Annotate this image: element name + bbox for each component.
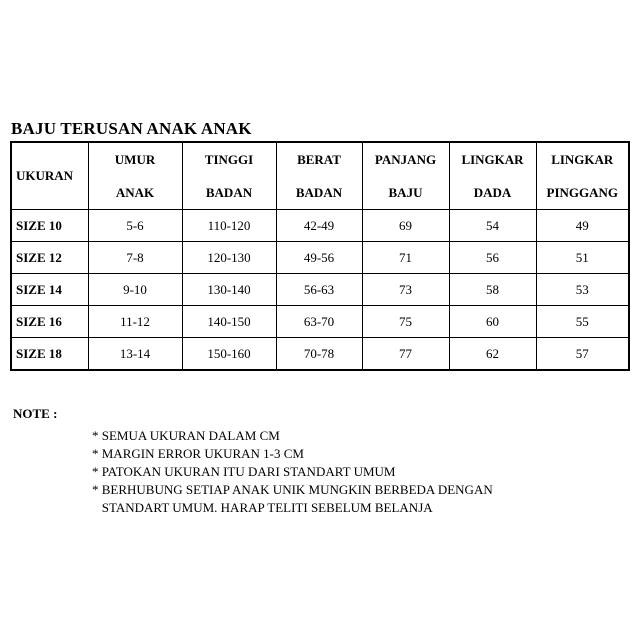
note-line: * BERHUBUNG SETIAP ANAK UNIK MUNGKIN BERBEDA DENGAN	[92, 482, 493, 497]
size-chart-table	[10, 141, 630, 371]
header-berat-badan	[276, 142, 362, 210]
pinggang-cell: 49	[536, 210, 629, 242]
note-list	[92, 427, 493, 517]
umur-cell: 7-8	[88, 242, 182, 274]
header-label-line1: TINGGI	[204, 152, 254, 167]
umur-cell: 13-14	[88, 338, 182, 371]
header-panjang-baju	[362, 142, 449, 210]
header-label-line2: BADAN	[205, 185, 253, 200]
note-line: * PATOKAN UKURAN ITU DARI STANDART UMUM	[92, 464, 396, 479]
note-line: STANDART UMUM. HARAP TELITI SEBELUM BELANJA	[92, 500, 433, 515]
pinggang-cell: 53	[536, 274, 629, 306]
note-line: * SEMUA UKURAN DALAM CM	[92, 428, 280, 443]
tinggi-cell: 120-130	[182, 242, 276, 274]
header-umur-anak	[88, 142, 182, 210]
size-cell: SIZE 16	[11, 306, 88, 338]
header-label-line1: PANJANG	[374, 152, 437, 167]
header-lingkar-dada	[449, 142, 536, 210]
dada-cell: 62	[449, 338, 536, 371]
tinggi-cell: 110-120	[182, 210, 276, 242]
berat-cell: 49-56	[276, 242, 362, 274]
table-row	[11, 338, 629, 371]
header-label: UKURAN	[16, 168, 74, 183]
header-tinggi-badan	[182, 142, 276, 210]
table-row	[11, 242, 629, 274]
size-cell: SIZE 12	[11, 242, 88, 274]
header-label-line2: DADA	[473, 185, 512, 200]
pinggang-cell: 57	[536, 338, 629, 371]
tinggi-cell: 130-140	[182, 274, 276, 306]
table-row	[11, 274, 629, 306]
header-label-line2: PINGGANG	[546, 185, 618, 200]
header-label-line1: UMUR	[114, 152, 156, 167]
dada-cell: 58	[449, 274, 536, 306]
dada-cell: 54	[449, 210, 536, 242]
berat-cell: 63-70	[276, 306, 362, 338]
header-label-line2: BAJU	[388, 185, 423, 200]
panjang-cell: 77	[362, 338, 449, 371]
panjang-cell: 75	[362, 306, 449, 338]
header-lingkar-pinggang	[536, 142, 629, 210]
berat-cell: 56-63	[276, 274, 362, 306]
umur-cell: 5-6	[88, 210, 182, 242]
umur-cell: 11-12	[88, 306, 182, 338]
panjang-cell: 73	[362, 274, 449, 306]
note-line: * MARGIN ERROR UKURAN 1-3 CM	[92, 446, 304, 461]
panjang-cell: 71	[362, 242, 449, 274]
tinggi-cell: 150-160	[182, 338, 276, 371]
header-label-line1: LINGKAR	[461, 152, 524, 167]
dada-cell: 56	[449, 242, 536, 274]
berat-cell: 42-49	[276, 210, 362, 242]
size-cell: SIZE 10	[11, 210, 88, 242]
header-label-line2: BADAN	[295, 185, 343, 200]
table-row	[11, 210, 629, 242]
header-label-line1: LINGKAR	[551, 152, 614, 167]
size-cell: SIZE 14	[11, 274, 88, 306]
header-ukuran	[11, 142, 88, 210]
dada-cell: 60	[449, 306, 536, 338]
berat-cell: 70-78	[276, 338, 362, 371]
pinggang-cell: 55	[536, 306, 629, 338]
note-label: NOTE :	[13, 406, 58, 421]
page-title: BAJU TERUSAN ANAK ANAK	[11, 119, 252, 138]
panjang-cell: 69	[362, 210, 449, 242]
umur-cell: 9-10	[88, 274, 182, 306]
tinggi-cell: 140-150	[182, 306, 276, 338]
table-row	[11, 306, 629, 338]
pinggang-cell: 51	[536, 242, 629, 274]
header-label-line2: ANAK	[115, 185, 155, 200]
size-cell: SIZE 18	[11, 338, 88, 371]
table-header-row	[11, 142, 629, 210]
header-label-line1: BERAT	[297, 152, 341, 167]
